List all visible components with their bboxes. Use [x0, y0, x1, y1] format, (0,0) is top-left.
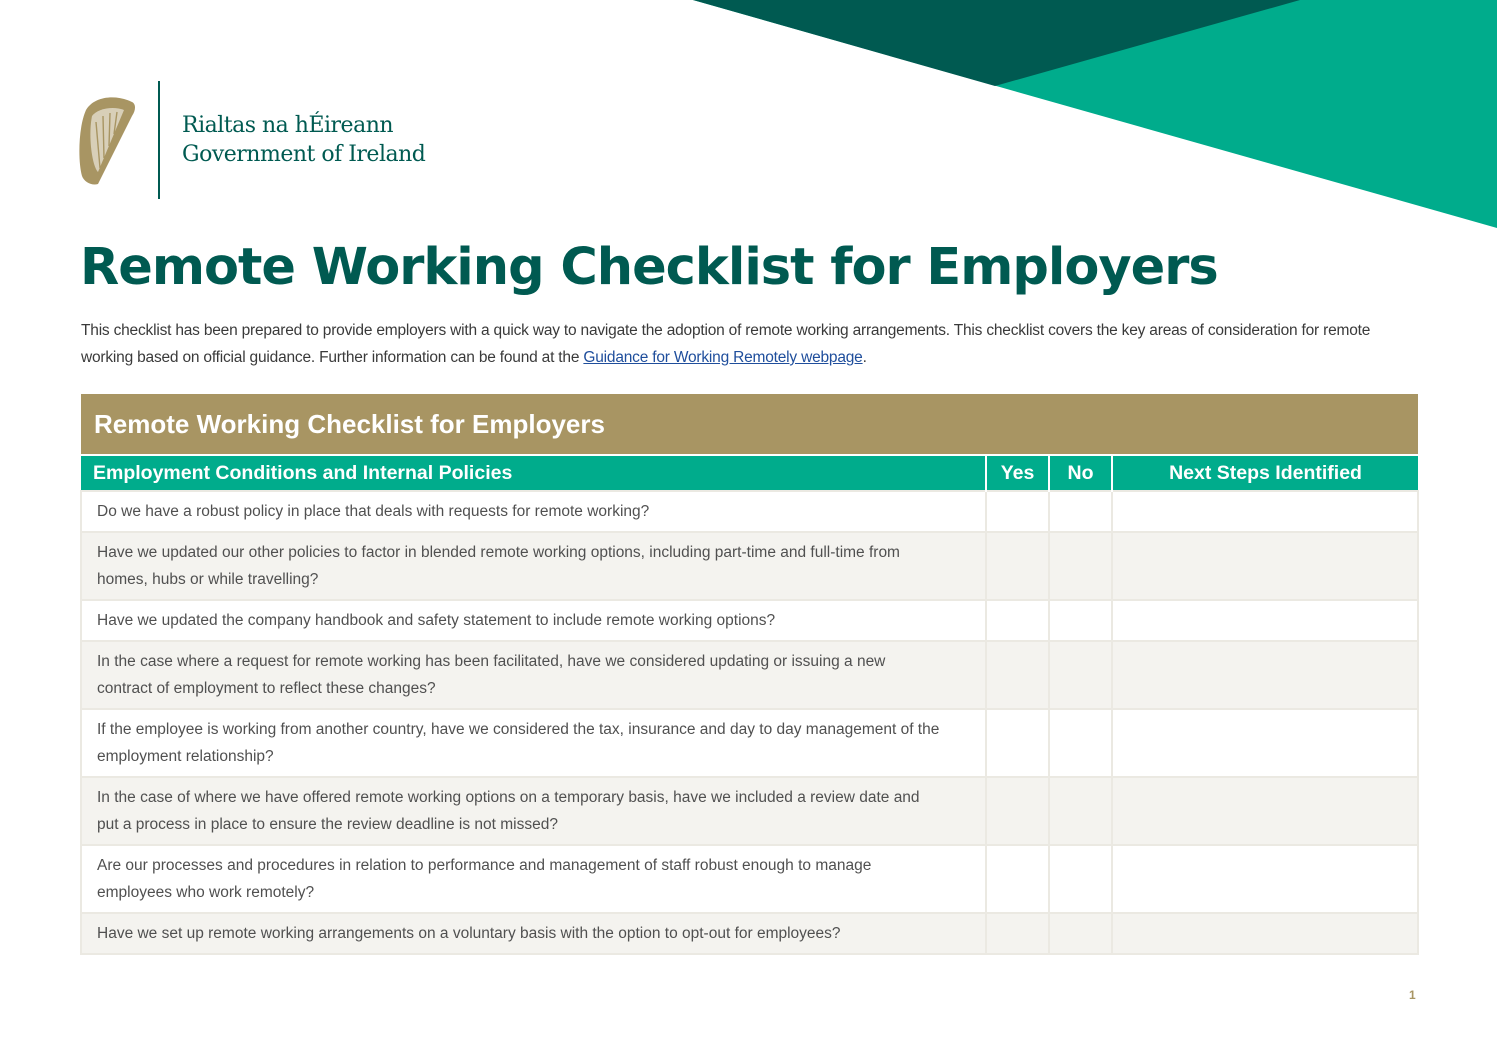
- yes-cell[interactable]: [986, 913, 1049, 954]
- next-steps-cell[interactable]: [1112, 913, 1418, 954]
- table-row: [81, 913, 1418, 954]
- question-cell: If the employee is working from another country, have we considered the tax, insurance and day to day management of the employment relationship?: [81, 709, 986, 777]
- question-cell: In the case where a request for remote working has been facilitated, have we considered updating or issuing a new contract of employment to reflect these changes?: [81, 641, 986, 709]
- logo-text: [182, 111, 425, 169]
- logo-english-name: Government of Ireland: [182, 142, 426, 167]
- logo-irish-name: Rialtas na hÉireann: [182, 113, 394, 138]
- table-title-row: [81, 394, 1418, 455]
- intro-text: This checklist has been prepared to provide employers with a quick way to navigate the adoption of remote working arrangements. This checklist covers the key areas of consideration for remote working based on official guidance. Further information can be found at the: [81, 322, 1371, 366]
- no-cell[interactable]: [1049, 600, 1112, 641]
- intro-paragraph: [81, 317, 1426, 371]
- question-cell: Do we have a robust policy in place that deals with requests for remote working?: [81, 491, 986, 532]
- no-cell[interactable]: [1049, 641, 1112, 709]
- page-title: Remote Working Checklist for Employers: [80, 238, 1218, 297]
- yes-cell[interactable]: [986, 709, 1049, 777]
- no-cell[interactable]: [1049, 709, 1112, 777]
- question-cell: Are our processes and procedures in relation to performance and management of staff robust enough to manage employees who work remotely?: [81, 845, 986, 913]
- no-cell[interactable]: [1049, 777, 1112, 845]
- no-cell[interactable]: [1049, 491, 1112, 532]
- page-number: 1: [1409, 988, 1416, 1002]
- table-row: [81, 532, 1418, 600]
- table-row: [81, 641, 1418, 709]
- next-steps-cell[interactable]: [1112, 600, 1418, 641]
- table-row: [81, 491, 1418, 532]
- next-steps-cell[interactable]: [1112, 709, 1418, 777]
- question-cell: Have we updated the company handbook and safety statement to include remote working options?: [81, 600, 986, 641]
- government-logo: [76, 80, 425, 200]
- next-steps-column-header: Next Steps Identified: [1112, 455, 1418, 491]
- table-row: [81, 845, 1418, 913]
- yes-cell[interactable]: [986, 845, 1049, 913]
- no-cell[interactable]: [1049, 845, 1112, 913]
- harp-icon: [76, 92, 138, 188]
- yes-cell[interactable]: [986, 532, 1049, 600]
- next-steps-cell[interactable]: [1112, 641, 1418, 709]
- intro-trailing: .: [862, 349, 867, 366]
- no-cell[interactable]: [1049, 532, 1112, 600]
- yes-cell[interactable]: [986, 491, 1049, 532]
- table-row: [81, 600, 1418, 641]
- yes-cell[interactable]: [986, 777, 1049, 845]
- next-steps-cell[interactable]: [1112, 845, 1418, 913]
- question-cell: Have we updated our other policies to factor in blended remote working options, including part-time and full-time from homes, hubs or while travelling?: [81, 532, 986, 600]
- question-cell: Have we set up remote working arrangements on a voluntary basis with the option to opt-out for employees?: [81, 913, 986, 954]
- table-row: [81, 777, 1418, 845]
- question-cell: In the case of where we have offered remote working options on a temporary basis, have we included a review date and put a process in place to ensure the review deadline is not missed?: [81, 777, 986, 845]
- next-steps-cell[interactable]: [1112, 532, 1418, 600]
- no-cell[interactable]: [1049, 913, 1112, 954]
- section-header-title: Employment Conditions and Internal Policies: [81, 455, 986, 491]
- yes-cell[interactable]: [986, 641, 1049, 709]
- no-column-header: No: [1049, 455, 1112, 491]
- yes-column-header: Yes: [986, 455, 1049, 491]
- section-header-row: [81, 455, 1418, 491]
- logo-divider: [158, 81, 160, 199]
- next-steps-cell[interactable]: [1112, 777, 1418, 845]
- next-steps-cell[interactable]: [1112, 491, 1418, 532]
- checklist-table: [80, 394, 1419, 955]
- guidance-link[interactable]: Guidance for Working Remotely webpage: [583, 349, 863, 366]
- yes-cell[interactable]: [986, 600, 1049, 641]
- table-row: [81, 709, 1418, 777]
- table-title: Remote Working Checklist for Employers: [81, 394, 1418, 455]
